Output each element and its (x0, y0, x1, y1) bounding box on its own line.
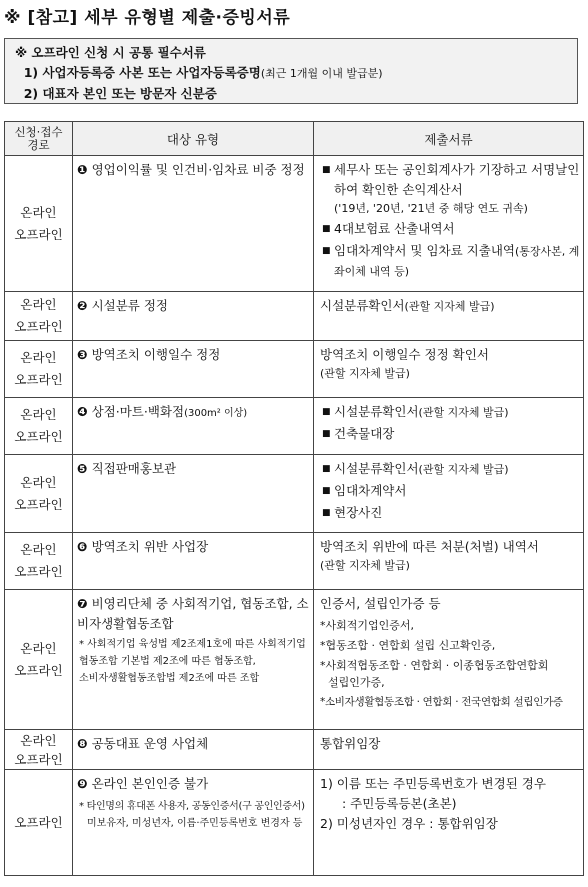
type-cell (73, 590, 314, 730)
row-number: ❶ (77, 162, 88, 177)
type-note: (300m² 이상) (184, 408, 248, 419)
route-online: 온라인 (20, 350, 57, 365)
type-label: 영업이익률 및 인건비·임차료 비중 정정 (91, 162, 305, 177)
type-cell (73, 730, 314, 770)
table-row (5, 398, 584, 455)
doc-item: ■ 4대보험료 산출내역서 (322, 221, 455, 236)
route-cell (5, 533, 73, 590)
type-cell (73, 292, 314, 341)
table-row (5, 533, 584, 590)
docs-cell (314, 341, 584, 398)
doc-item: ■ 현장사진 (322, 505, 383, 520)
route-offline: 오프라인 (14, 564, 63, 579)
doc-note: *사회적협동조합 · 연합회 · 이종협동조합연합회 (320, 659, 549, 672)
route-offline: 오프라인 (14, 662, 63, 678)
route-cell (5, 590, 73, 730)
row-number: ❹ (77, 404, 88, 419)
notice-heading: ※ 오프라인 신청 시 공통 필수서류 (15, 45, 206, 60)
doc-text: 건축물대장 (334, 426, 395, 441)
doc-text: 1) 이름 또는 주민등록번호가 변경된 경우 (320, 776, 546, 791)
doc-note: *사회적기업인증서, (320, 619, 415, 632)
doc-note: (관할 지자체 발급) (418, 406, 509, 419)
page-title: ※ [참고] 세부 유형별 제출·증빙서류 (4, 8, 291, 28)
type-cell (73, 455, 314, 533)
doc-text: 시설분류확인서 (334, 404, 419, 419)
doc-item: ■ 건축물대장 (322, 426, 395, 441)
doc-item: ■ 시설분류확인서(관할 지자체 발급) (322, 404, 509, 419)
route-offline: 오프라인 (14, 319, 63, 334)
type-label: 방역조치 위반 사업장 (91, 539, 209, 554)
route-offline: 오프라인 (14, 751, 63, 767)
table-row (5, 292, 584, 341)
docs-cell (314, 533, 584, 590)
documents-table (4, 121, 584, 876)
doc-text: 현장사진 (334, 505, 383, 520)
table-header-row (5, 122, 584, 156)
route-cell (5, 398, 73, 455)
table-row (5, 730, 584, 770)
type-label: 공동대표 운영 사업체 (91, 736, 209, 751)
header-type: 대상 유형 (73, 122, 314, 156)
type-cell (73, 341, 314, 398)
route-online: 온라인 (20, 542, 57, 557)
doc-item: ■ 시설분류확인서(관할 지자체 발급) (322, 461, 509, 476)
doc-item: ■ 임대차계약서 및 임차료 지출내역(통장사본, 계좌이체 내역 등) (322, 243, 580, 278)
doc-text: 2) 미성년자인 경우 : 통합위임장 (320, 816, 498, 831)
type-label: 상점·마트·백화점 (91, 404, 185, 419)
docs-cell (314, 455, 584, 533)
row-number: ❸ (77, 347, 88, 362)
header-docs: 제출서류 (314, 122, 584, 156)
route-cell (5, 770, 73, 876)
doc-note: (관할 지자체 발급) (320, 559, 410, 572)
row-number: ❺ (77, 461, 88, 476)
doc-text: 인증서, 설립인가증 등 (320, 596, 441, 611)
type-cell (73, 156, 314, 292)
doc-note: 설립인가증, (328, 676, 385, 689)
route-online: 온라인 (20, 732, 57, 748)
docs-cell (314, 156, 584, 292)
route-cell (5, 341, 73, 398)
footnote-line: 미보유자, 미성년자, 이름·주민등록번호 변경자 등 (87, 818, 303, 829)
type-footnote (77, 636, 311, 687)
doc-text: 4대보험료 산출내역서 (334, 221, 455, 236)
route-cell (5, 156, 73, 292)
doc-text: 세무사 또는 공인회계사가 기장하고 서명날인하여 확인한 손익계산서 (334, 162, 580, 197)
doc-text: 방역조치 이행일수 정정 확인서 (320, 347, 489, 362)
notice-item-2-text: 2) 대표자 본인 또는 방문자 신분증 (23, 86, 217, 101)
doc-text: 시설분류확인서 (320, 298, 405, 313)
route-offline: 오프라인 (14, 496, 63, 512)
route-online: 온라인 (20, 640, 57, 656)
notice-item-2 (15, 84, 567, 104)
route-cell (5, 730, 73, 770)
row-number: ❼ (77, 596, 88, 611)
doc-item: ■ 임대차계약서 (322, 483, 407, 498)
doc-text: 통합위임장 (320, 736, 381, 751)
type-label: 방역조치 이행일수 정정 (91, 347, 221, 362)
table-row (5, 341, 584, 398)
route-online: 온라인 (20, 204, 57, 220)
type-label: 비영리단체 중 사회적기업, 협동조합, 소비자생활협동조합 (77, 596, 309, 631)
route-online: 온라인 (20, 407, 57, 422)
doc-text: : 주민등록등본(초본) (342, 796, 457, 811)
docs-cell (314, 292, 584, 341)
notice-item-1-text: 1) 사업자등록증 사본 또는 사업자등록증명 (23, 65, 261, 80)
doc-note: ('19년, '20년, '21년 중 해당 연도 귀속) (334, 202, 528, 215)
type-footnote (77, 798, 311, 832)
doc-item: ■ 세무사 또는 공인회계사가 기장하고 서명날인하여 확인한 손익계산서 ('19년, '20년, '21년 중 해당 연도 귀속) (322, 162, 580, 215)
footnote-line: 소비자생활협동조합법 제2조에 따른 조합 (79, 673, 260, 684)
table-row (5, 455, 584, 533)
footnote-line: 협동조합 기본법 제2조에 따른 협동조합, (79, 656, 256, 667)
type-label: 시설분류 정정 (91, 298, 169, 313)
doc-note: (통장사본, 계좌이체 내역 등) (334, 245, 580, 278)
route-offline: 오프라인 (14, 814, 63, 830)
route-online: 온라인 (20, 474, 57, 490)
docs-cell (314, 590, 584, 730)
header-route (5, 122, 73, 156)
docs-cell (314, 770, 584, 876)
doc-text: 임대차계약서 및 임차료 지출내역 (334, 243, 515, 258)
footnote-line: * 타인명의 휴대폰 사용자, 공동인증서(구 공인인증서) (79, 801, 305, 812)
row-number: ❷ (77, 298, 88, 313)
type-cell (73, 770, 314, 876)
route-cell (5, 455, 73, 533)
route-online: 온라인 (20, 297, 57, 312)
doc-note: *소비자생활협동조합 · 연합회 · 전국연합회 설립인가증 (320, 696, 563, 708)
notice-item-1 (15, 63, 567, 84)
type-label: 직접판매홍보관 (91, 461, 177, 476)
table-row (5, 590, 584, 730)
docs-cell (314, 398, 584, 455)
type-cell (73, 398, 314, 455)
doc-note: (관할 지자체 발급) (320, 367, 410, 380)
header-route-line2: 경로 (27, 137, 50, 152)
header-route-line1: 신청·접수 (14, 124, 63, 139)
docs-cell (314, 730, 584, 770)
table-row (5, 770, 584, 876)
doc-text: 방역조치 위반에 따른 처분(처벌) 내역서 (320, 539, 539, 554)
doc-text: 임대차계약서 (334, 483, 407, 498)
type-cell (73, 533, 314, 590)
table-row (5, 156, 584, 292)
row-number: ❻ (77, 539, 88, 554)
route-offline: 오프라인 (14, 226, 63, 242)
row-number: ❾ (77, 776, 88, 791)
doc-text: 시설분류확인서 (334, 461, 419, 476)
common-required-docs-box (4, 38, 578, 104)
route-cell (5, 292, 73, 341)
type-label: 온라인 본인인증 불가 (91, 776, 209, 791)
doc-note: (관할 지자체 발급) (404, 300, 495, 313)
route-offline: 오프라인 (14, 372, 63, 387)
doc-note: *협동조합 · 연합회 설립 신고확인증, (320, 639, 496, 652)
notice-item-1-note: (최근 1개월 이내 발급분) (260, 67, 383, 80)
footnote-line: * 사회적기업 육성법 제2조제1호에 따른 사회적기업 (79, 639, 306, 650)
route-offline: 오프라인 (14, 429, 63, 444)
doc-note: (관할 지자체 발급) (418, 463, 509, 476)
row-number: ❽ (77, 736, 88, 751)
